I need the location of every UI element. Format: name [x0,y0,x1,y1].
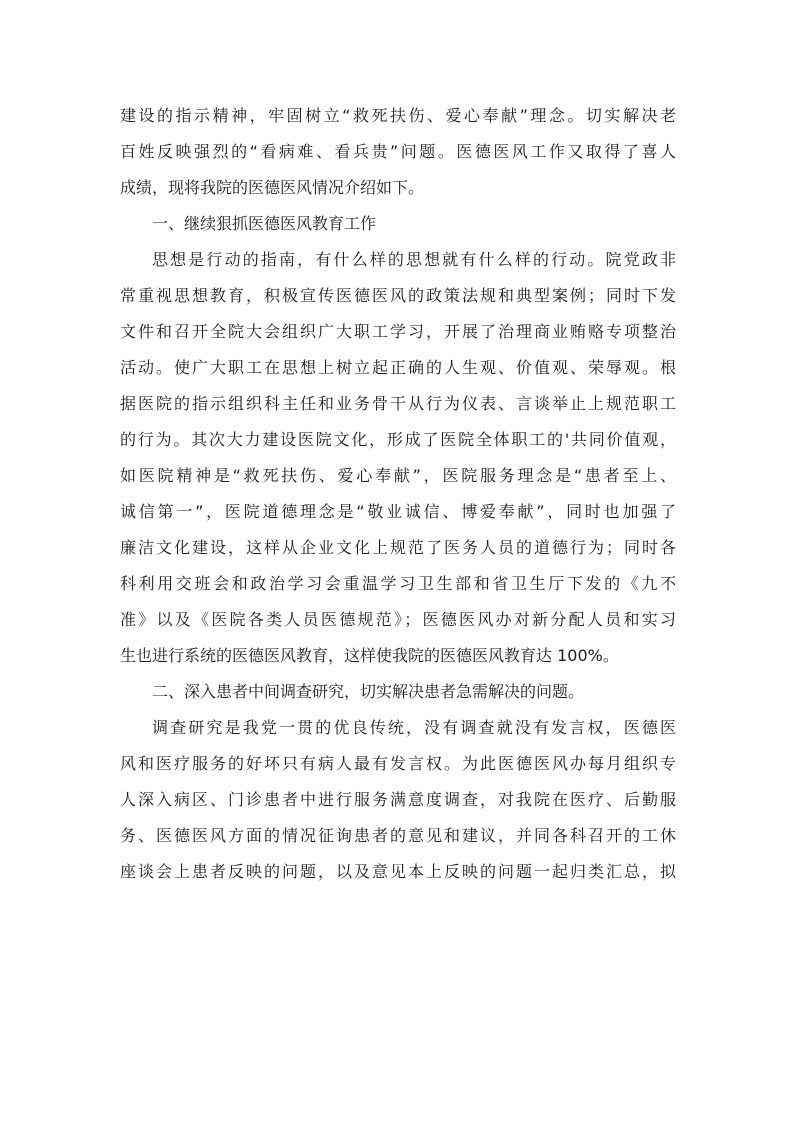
document-body [120,102,676,894]
text-line: 建设的指示精神，牢固树立“救死扶伤、爱心奉献”理念。切实解决老 [120,106,676,125]
text-line: 活动。使广大职工在思想上树立起正确的人生观、价值观、荣辱观。根 [120,358,676,377]
text-line: 科利用交班会和政治学习会重温学习卫生部和省卫生厅下发的《九不 [120,574,676,593]
text-line: 据医院的指示组织科主任和业务骨干从行为仪表、言谈举止上规范职工 [120,394,676,413]
text-line: 文件和召开全院大会组织广大职工学习，开展了治理商业贿赂专项整治 [120,322,676,341]
text-line: 调查研究是我党一贯的优良传统，没有调查就没有发言权，医德医 [152,718,676,737]
text-line: 廉洁文化建设，这样从企业文化上规范了医务人员的道德行为；同时各 [120,538,676,557]
text-line: 常重视思想教育，积极宣传医德医风的政策法规和典型案例；同时下发 [120,286,676,305]
text-line: 百姓反映强烈的“看病难、看兵贵”问题。医德医风工作又取得了喜人 [120,142,676,161]
text-line: 思想是行动的指南，有什么样的思想就有什么样的行动。院党政非 [152,250,676,269]
text-line: 生也进行系统的医德医风教育，这样使我院的医德医风教育达 100%。 [120,646,619,665]
text-line: 的行为。其次大力建设医院文化，形成了医院全体职工的'共同价值观， [120,430,676,449]
text-line: 如医院精神是“救死扶伤、爱心奉献”，医院服务理念是“患者至上、 [120,466,676,485]
text-line: 成绩，现将我院的医德医风情况介绍如下。 [120,178,425,197]
text-line: 座谈会上患者反映的问题，以及意见本上反映的问题一起归类汇总，拟 [120,862,676,881]
section-heading: 二、深入患者中间调查研究，切实解决患者急需解决的问题。 [152,682,585,701]
text-line: 人深入病区、门诊患者中进行服务满意度调查，对我院在医疗、后勤服 [120,790,676,809]
text-line: 风和医疗服务的好坏只有病人最有发言权。为此医德医风办每月组织专 [120,754,676,773]
section-heading: 一、继续狠抓医德医风教育工作 [152,214,377,233]
text-line: 务、医德医风方面的情况征询患者的意见和建议，并同各科召开的工休 [120,826,676,845]
text-line: 准》以及《医院各类人员医德规范》；医德医风办对新分配人员和实习 [120,610,676,629]
text-line: 诚信第一”，医院道德理念是“敬业诚信、博爱奉献”，同时也加强了 [120,502,676,521]
